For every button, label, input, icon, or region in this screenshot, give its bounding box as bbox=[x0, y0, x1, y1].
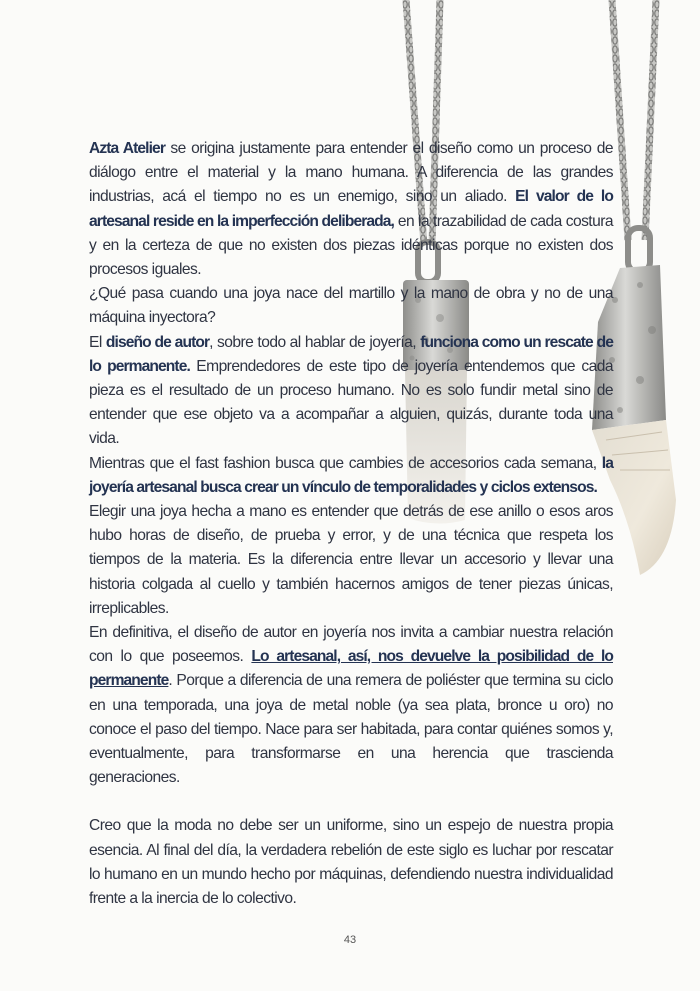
emphasized-text: El valor de lo artesanal reside en la imperfección deliberada, bbox=[89, 188, 613, 230]
body-text: . Porque a diferencia de una remera de poliéster que termina su ciclo en una temporada, una joya de metal noble (ya sea plata, bronce u oro) no conoce el paso del tiempo. Nace para ser habitada, para contar quiénes somos y, eventualmente, para transformarse en una herencia que trascienda generaciones. bbox=[89, 672, 613, 787]
body-text: se origina justamente para entender el diseño como un proceso de diálogo entre el material y la mano humana. A diferencia de las grandes industrias, acá el tiempo no es un enemigo, sino un aliado. bbox=[89, 140, 613, 206]
page-number: 43 bbox=[343, 934, 357, 946]
emphasized-text: la joyería artesanal busca crear un vínculo de temporalidades y ciclos extensos. bbox=[89, 454, 613, 496]
body-text: Mientras que el fast fashion busca que cambies de accesorios cada semana, bbox=[89, 454, 602, 472]
emphasized-text: diseño de autor bbox=[105, 333, 210, 351]
body-text: Creo que la moda no debe ser un uniforme, sino un espejo de nuestra propia esencia. Al final del día, la verdadera rebelión de este siglo es luchar por rescatar lo humano en un mundo hecho por máquinas, defendiendo nuestra individualidad frente a la inercia de lo colectivo. bbox=[89, 817, 613, 908]
paragraph bbox=[89, 282, 613, 330]
paragraph bbox=[89, 621, 613, 790]
paragraph bbox=[89, 452, 613, 500]
paragraph bbox=[89, 814, 613, 911]
body-text: ¿Qué pasa cuando una joya nace del martillo y la mano de obra y no de una máquina inyectora? bbox=[89, 285, 613, 327]
paragraph bbox=[89, 500, 613, 621]
article-body bbox=[89, 137, 613, 911]
body-text: , sobre todo al hablar de joyería, bbox=[209, 333, 421, 351]
paragraph bbox=[89, 137, 613, 282]
body-text: El bbox=[89, 333, 106, 351]
body-text: Elegir una joya hecha a mano es entender que detrás de ese anillo o esos aros hubo horas de diseño, de prueba y error, y de una técnica que respeta los tiempos de la materia. Es la diferencia entre llevar un accesorio y llevar una historia colgada al cuello y también hacernos amigos de tener piezas únicas, irreplicables. bbox=[89, 503, 613, 617]
emphasized-text: Lo artesanal, así, nos devuelve la posibilidad de lo permanente bbox=[89, 648, 613, 690]
body-text: en la trazabilidad de cada costura y en la certeza de que no existen dos piezas idénticas porque no existen dos procesos iguales. bbox=[89, 212, 613, 279]
paragraph bbox=[89, 331, 613, 452]
body-text: En definitiva, el diseño de autor en joyería nos invita a cambiar nuestra relación con lo que poseemos. bbox=[89, 624, 613, 666]
emphasized-text: funciona como un rescate de lo permanente. bbox=[89, 333, 613, 375]
body-text: Emprendedores de este tipo de joyería entendemos que cada pieza es el resultado de un proceso humano. No es solo fundir metal sino de entender que ese objeto va a acompañar a alguien, quizás, durante toda una vida. bbox=[89, 357, 613, 448]
emphasized-text: Azta Atelier bbox=[89, 140, 165, 157]
paragraph-gap bbox=[89, 790, 613, 814]
